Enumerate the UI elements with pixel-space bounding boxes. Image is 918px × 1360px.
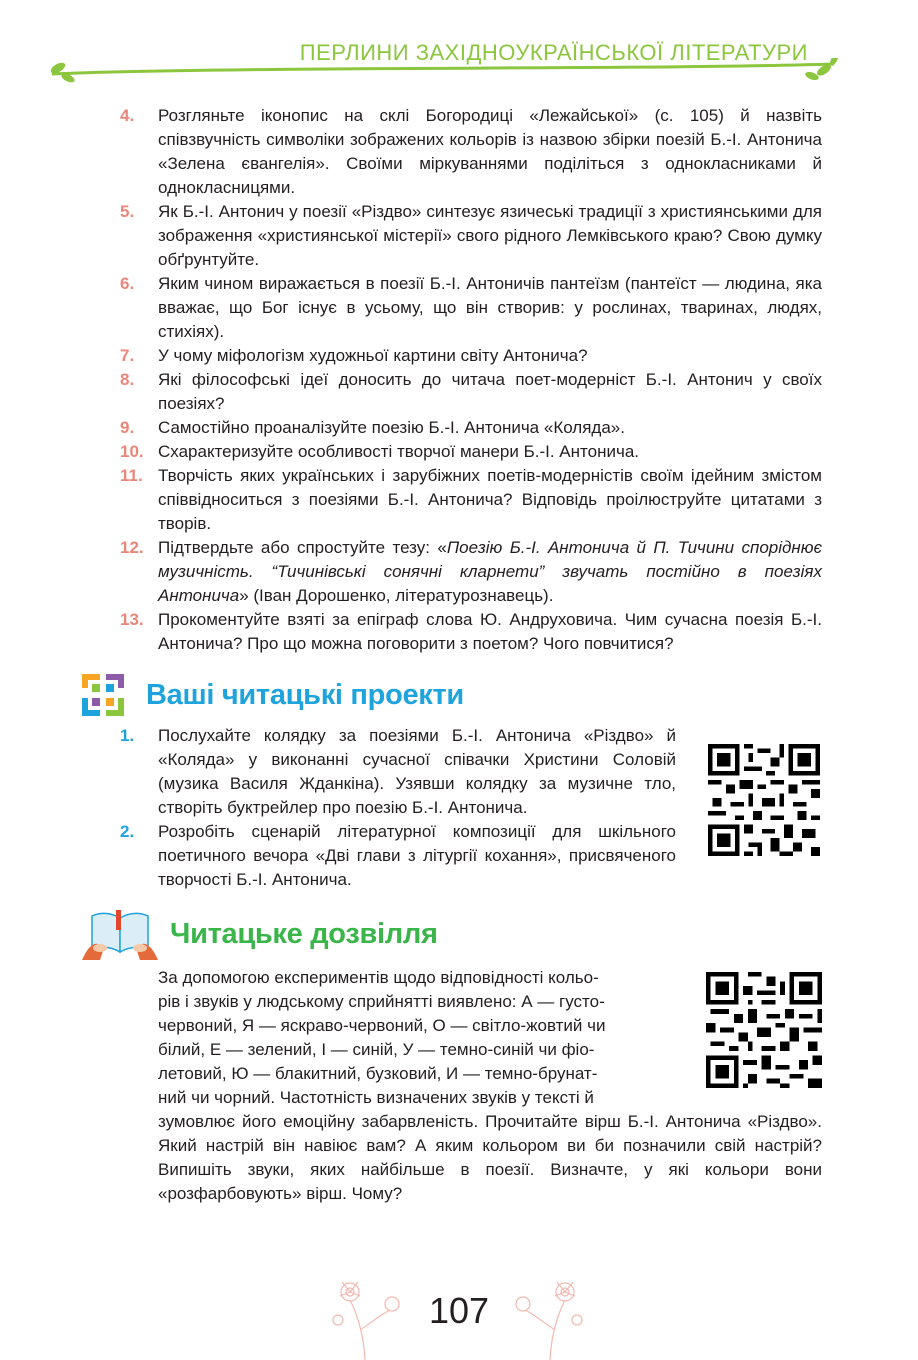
text-line: За допомогою експериментів щодо відповідності кольо- — [158, 968, 599, 987]
page-number: 107 — [428, 1290, 490, 1331]
item-text: Розгляньте іконопис на склі Богородиці «Лежайської» (с. 105) й назвіть співзвучність символіки зображених кольорів із назвою збірки поезій Б.-І. Антонича «Зелена євангелія». Своїми міркуваннями поділіться з однокласниками й однокласницями. — [158, 106, 822, 197]
text-line: білий, Е — зелений, І — синій, У — темно-синій чи фіо- — [158, 1040, 595, 1059]
quote-italic: Поезію Б.-І. Антонича й П. Тичини споріднює музичність. “Тичинівські сонячні кларнети” звучать постійно в поезіях Антонича — [158, 538, 822, 605]
item-text: Розробіть сценарій літературної композиції для шкільного поетичного вечора «Дві глави з літургії кохання», присвяченого творчості Б.-І. Антонича. — [158, 822, 676, 889]
list-item — [120, 820, 676, 892]
item-text: Схарактеризуйте особливості творчої манери Б.-І. Антонича. — [158, 442, 640, 461]
item-text: Творчість яких українських і зарубіжних поетів-модерністів своїм ідейним змістом співвідноситься з поезіями Б.-І. Антонича? Відповідь проілюструйте цитатами з творів. — [158, 466, 822, 533]
running-head: ПЕРЛИНИ ЗАХІДНОУКРАЇНСЬКОЇ ЛІТЕРАТУРИ — [299, 40, 808, 65]
item-text: Послухайте колядку за поезіями Б.-І. Антонича «Різдво» й «Коляда» у виконанні сучасної співачки Христини Соловій (музика Василя Жданкіна). Узявши колядку за музичне тло, створіть буктрейлер про поезію Б.-І. Антонича. — [158, 726, 676, 817]
list-item — [120, 416, 822, 440]
item-text: У чому міфологізм художньої картини світу Антонича? — [158, 346, 588, 365]
item-number: 11. — [120, 466, 143, 485]
item-number: 1. — [120, 726, 135, 745]
list-item — [120, 272, 822, 344]
leisure-text — [158, 966, 822, 1206]
vine-ornament — [44, 58, 844, 88]
text-line: летовий, Ю — блакитний, бузковий, И — темно-брунат- — [158, 1064, 598, 1083]
qr-code[interactable] — [708, 744, 820, 856]
item-number: 4. — [120, 106, 135, 125]
text-line: зумовлює його емоційну забарвленість. Прочитайте вірш Б.-І. Антонича «Різдво». Який настрій він навіює вам? А яким кольором ви би позначили свій настрій? Випишіть звуки, яких найбільше в поезії. Визначте, у які кольори вони «розфарбовують» вірш. Чому? — [158, 1112, 822, 1203]
item-number: 13. — [120, 610, 144, 629]
list-item — [120, 464, 822, 536]
list-item — [120, 536, 822, 608]
list-item — [120, 724, 676, 820]
quote-lead: Підтвердьте або спростуйте тезу: « — [158, 538, 447, 557]
list-item — [120, 104, 822, 200]
list-item — [120, 344, 822, 368]
item-number: 7. — [120, 346, 135, 365]
quote-tail: » (Іван Дорошенко, літературознавець). — [239, 586, 554, 605]
leisure-heading — [82, 906, 438, 962]
list-item — [120, 440, 822, 464]
item-number: 6. — [120, 274, 135, 293]
item-text: Які філософські ідеї доносить до читача поет-модерніст Б.-І. Антонич у своїх поезіях? — [158, 370, 822, 413]
projects-icon — [78, 670, 128, 720]
item-text: Самостійно проаналізуйте поезію Б.-І. Антонича «Коляда». — [158, 418, 625, 437]
projects-heading — [78, 670, 464, 720]
item-number: 8. — [120, 370, 135, 389]
section-title: Читацьке дозвілля — [170, 917, 438, 950]
list-item — [120, 368, 822, 416]
text-line: червоний, Я — яскраво-червоний, О — світло-жовтий чи — [158, 1016, 606, 1035]
item-text: Яким чином виражається в поезії Б.-І. Антоничів пантеїзм (пантеїст — людина, яка вважає, що Бог існує в усьому, що він створив: у рослинах, тваринах, людях, стихіях). — [158, 274, 822, 341]
item-number: 2. — [120, 822, 135, 841]
list-item — [120, 608, 822, 656]
item-text — [158, 536, 822, 608]
open-book-icon — [82, 906, 158, 962]
item-number: 5. — [120, 202, 135, 221]
list-item — [120, 200, 822, 272]
item-number: 9. — [120, 418, 135, 437]
questions-list — [120, 104, 822, 656]
section-title: Ваші читацькі проекти — [146, 678, 464, 711]
item-number: 12. — [120, 538, 144, 557]
text-line: ний чи чорний. Частотність визначених звуків у тексті й — [158, 1088, 594, 1107]
text-line: рів і звуків у людському сприйнятті виявлено: А — густо- — [158, 992, 605, 1011]
item-number: 10. — [120, 442, 144, 461]
item-text: Прокоментуйте взяті за епіграф слова Ю. Андруховича. Чим сучасна поезія Б.-І. Антонича? Про що можна поговорити з поетом? Чого повчитися? — [158, 610, 822, 653]
item-text: Як Б.-І. Антонич у поезії «Різдво» синтезує язичеські традиції з християнськими для зображення «християнської містерії» свого рідного Лемківського краю? Свою думку обґрунтуйте. — [158, 202, 822, 269]
projects-list — [120, 724, 676, 892]
